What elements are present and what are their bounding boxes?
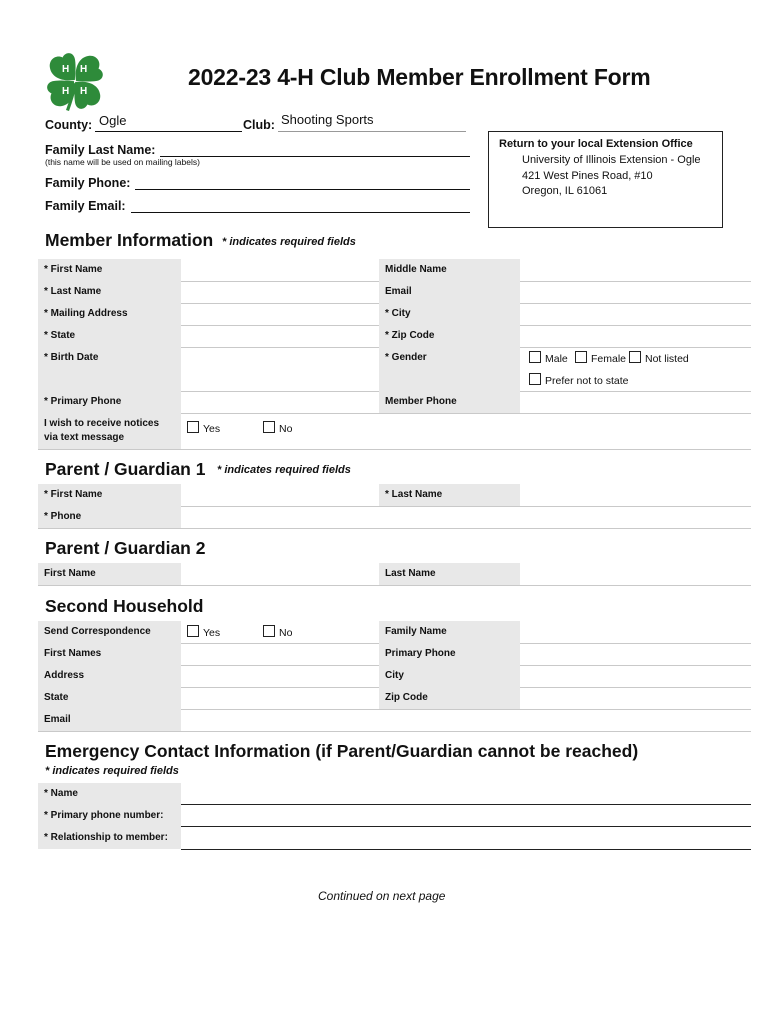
birth-date-label: * Birth Date: [38, 347, 181, 391]
member-information-heading: Member Information: [45, 230, 214, 250]
primary-phone-field[interactable]: [181, 391, 379, 413]
family-name-field[interactable]: [520, 621, 751, 643]
form-row: [38, 563, 751, 586]
guardian-2-first-name-field[interactable]: [181, 563, 379, 585]
svg-text:H: H: [62, 86, 70, 97]
household-primary-phone-label: Primary Phone: [379, 643, 520, 665]
household-city-field[interactable]: [520, 665, 751, 687]
gender-female-option[interactable]: [575, 351, 626, 365]
text-notice-options: [181, 413, 751, 449]
return-box-line: 421 West Pines Road, #10: [522, 170, 653, 182]
text-notice-label: [38, 413, 181, 449]
checkbox-icon[interactable]: [263, 421, 275, 433]
member-phone-field[interactable]: [520, 391, 751, 413]
guardian-2-heading: Parent / Guardian 2: [45, 538, 206, 558]
member-phone-label: Member Phone: [379, 391, 520, 413]
county-value[interactable]: Ogle: [99, 113, 127, 128]
required-note: * indicates required fields: [222, 236, 356, 248]
required-note: * indicates required fields: [45, 765, 179, 777]
form-row: [38, 303, 751, 326]
mailing-address-label: * Mailing Address: [38, 303, 181, 325]
return-box-title: Return to your local Extension Office: [499, 138, 693, 150]
household-primary-phone-field[interactable]: [520, 643, 751, 665]
primary-phone-label: * Primary Phone: [38, 391, 181, 413]
text-notice-line: I wish to receive notices: [44, 418, 160, 429]
email-field[interactable]: [520, 281, 751, 303]
emergency-name-row: [38, 783, 181, 805]
gender-label: * Gender: [379, 347, 520, 391]
household-zip-label: Zip Code: [379, 687, 520, 709]
guardian-1-first-name-field[interactable]: [181, 484, 379, 506]
family-last-name-field[interactable]: [160, 156, 470, 157]
county-line: [95, 131, 242, 132]
gender-prefer-not-option[interactable]: [529, 373, 628, 387]
gender-female-label: Female: [591, 353, 627, 365]
emergency-name-field[interactable]: [181, 804, 751, 805]
family-last-name-label: Family Last Name:: [45, 143, 156, 157]
form-row: [38, 413, 751, 450]
family-phone-field[interactable]: [135, 189, 470, 190]
zip-code-field[interactable]: [520, 325, 751, 347]
guardian-1-phone-field[interactable]: [181, 506, 751, 528]
middle-name-field[interactable]: [520, 259, 751, 281]
required-note: * indicates required fields: [217, 464, 351, 476]
email-label: Email: [379, 281, 520, 303]
household-email-label: Email: [38, 709, 181, 731]
state-label: * State: [38, 325, 181, 347]
checkbox-icon[interactable]: [575, 351, 587, 363]
yes-label: Yes: [203, 423, 221, 435]
svg-text:H: H: [80, 64, 88, 75]
guardian-1-last-name-label: * Last Name: [379, 484, 520, 506]
guardian-2-last-name-label: Last Name: [379, 563, 520, 585]
emergency-phone-label: * Primary phone number:: [38, 805, 181, 827]
return-box-line: University of Illinois Extension - Ogle: [522, 154, 701, 166]
first-names-field[interactable]: [181, 643, 379, 665]
gender-not-listed-option[interactable]: [629, 351, 689, 365]
checkbox-icon[interactable]: [187, 421, 199, 433]
no-label: No: [279, 627, 293, 639]
form-row: [38, 709, 751, 732]
form-row: [38, 391, 751, 414]
checkbox-icon[interactable]: [187, 625, 199, 637]
household-state-field[interactable]: [181, 687, 379, 709]
household-email-field[interactable]: [181, 709, 751, 731]
form-row: [38, 347, 751, 392]
form-row: [38, 325, 751, 348]
state-field[interactable]: [181, 325, 379, 347]
emergency-relationship-row: [38, 827, 181, 849]
text-notice-yes-option[interactable]: [187, 421, 220, 435]
gender-male-label: Male: [545, 353, 568, 365]
middle-name-label: Middle Name: [379, 259, 520, 281]
guardian-1-last-name-field[interactable]: [520, 484, 751, 506]
logo-h-letter: H: [62, 64, 70, 75]
checkbox-icon[interactable]: [263, 625, 275, 637]
checkbox-icon[interactable]: [629, 351, 641, 363]
emergency-relationship-field[interactable]: [181, 849, 751, 850]
club-label: Club:: [243, 118, 275, 132]
text-notice-line: via text message: [44, 432, 125, 443]
household-state-label: State: [38, 687, 181, 709]
mailing-address-field[interactable]: [181, 303, 379, 325]
zip-code-label: * Zip Code: [379, 325, 520, 347]
emergency-name-label: * Name: [38, 783, 181, 805]
continued-footer: Continued on next page: [318, 889, 446, 903]
form-row: [38, 506, 751, 529]
guardian-2-last-name-field[interactable]: [520, 563, 751, 585]
guardian-1-heading: Parent / Guardian 1: [45, 459, 206, 479]
family-last-name-note: (this name will be used on mailing labels): [45, 157, 200, 167]
emergency-relationship-label: * Relationship to member:: [38, 827, 181, 849]
form-row: [38, 643, 751, 666]
last-name-label: * Last Name: [38, 281, 181, 303]
city-field[interactable]: [520, 303, 751, 325]
emergency-phone-field[interactable]: [181, 826, 751, 827]
svg-text:H: H: [80, 86, 88, 97]
send-correspondence-options: [181, 621, 379, 643]
first-names-label: First Names: [38, 643, 181, 665]
gender-options: [520, 347, 751, 391]
household-address-label: Address: [38, 665, 181, 687]
gender-male-option[interactable]: [529, 351, 568, 365]
form-row: [38, 259, 751, 282]
guardian-1-first-name-label: * First Name: [38, 484, 181, 506]
correspondence-yes-option[interactable]: [187, 625, 220, 639]
family-phone-label: Family Phone:: [45, 176, 131, 190]
checkbox-icon[interactable]: [529, 373, 541, 385]
form-row: [38, 665, 751, 688]
last-name-field[interactable]: [181, 281, 379, 303]
household-city-label: City: [379, 665, 520, 687]
form-title: 2022-23 4-H Club Member Enrollment Form: [188, 64, 651, 90]
city-label: * City: [379, 303, 520, 325]
family-email-label: Family Email:: [45, 199, 126, 213]
gender-not-listed-label: Not listed: [645, 353, 689, 365]
guardian-2-first-name-label: First Name: [38, 563, 181, 585]
club-value[interactable]: Shooting Sports: [281, 112, 374, 127]
family-name-label: Family Name: [379, 621, 520, 643]
four-h-clover-logo-icon: [44, 50, 106, 112]
form-row: [38, 484, 751, 507]
first-name-label: * First Name: [38, 259, 181, 281]
correspondence-no-option[interactable]: [263, 625, 292, 639]
first-name-field[interactable]: [181, 259, 379, 281]
guardian-1-phone-label: * Phone: [38, 506, 181, 528]
no-label: No: [279, 423, 293, 435]
county-label: County:: [45, 118, 93, 132]
return-box-line: Oregon, IL 61061: [522, 185, 608, 197]
text-notice-no-option[interactable]: [263, 421, 292, 435]
form-row: [38, 687, 751, 710]
household-address-field[interactable]: [181, 665, 379, 687]
emergency-contact-heading: Emergency Contact Information (if Parent/Guardian cannot be reached): [45, 741, 639, 761]
yes-label: Yes: [203, 627, 221, 639]
household-zip-field[interactable]: [520, 687, 751, 709]
checkbox-icon[interactable]: [529, 351, 541, 363]
birth-date-field[interactable]: [181, 347, 379, 391]
club-line: [278, 131, 466, 132]
emergency-phone-row: [38, 805, 181, 827]
return-address-box: [488, 131, 723, 228]
gender-prefer-not-label: Prefer not to state: [545, 375, 629, 387]
send-correspondence-label: Send Correspondence: [38, 621, 181, 643]
second-household-heading: Second Household: [45, 596, 204, 616]
form-row: [38, 281, 751, 304]
family-email-field[interactable]: [131, 212, 470, 213]
form-row: [38, 621, 751, 644]
